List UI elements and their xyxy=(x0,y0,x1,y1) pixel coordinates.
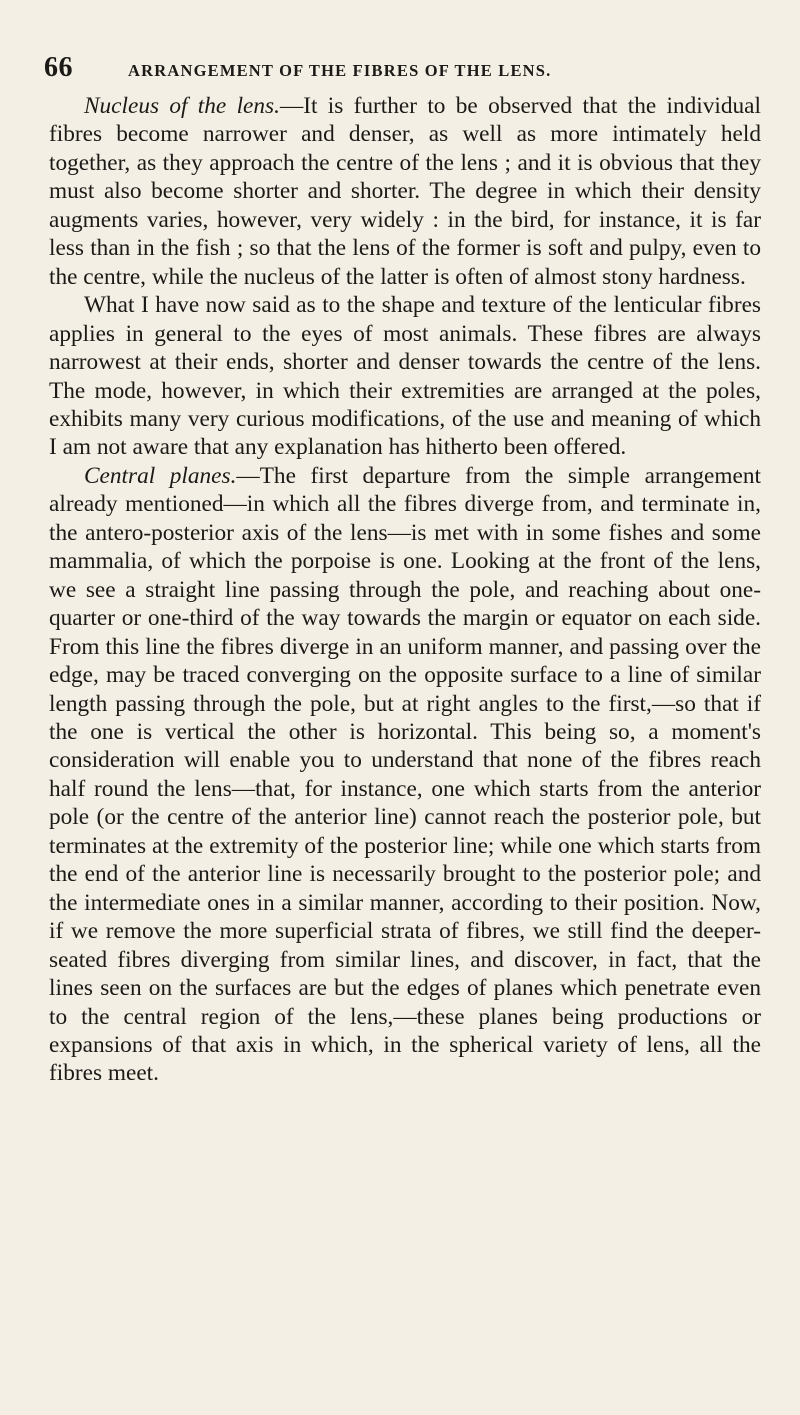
page-number: 66 xyxy=(44,52,73,83)
page-header xyxy=(44,52,756,88)
paragraph-text-lenticular-fibres: What I have now said as to the shape and texture of the lenticular fibres applies in general to the eyes of most animals. These fibres are always narrowest at their ends, shorter and denser towards the centre of the lens. The mode, however, in which their extremities are arranged at the poles, exhibits many very curious modifications, of the use and meaning of which I am not aware that any explanation has hitherto been offered. xyxy=(49,292,761,461)
body-text xyxy=(49,92,761,1088)
paragraph-nucleus xyxy=(49,92,761,291)
paragraph-lenticular-fibres xyxy=(49,291,761,462)
paragraph-central-planes xyxy=(49,462,761,1088)
running-head: ARRANGEMENT OF THE FIBRES OF THE LENS. xyxy=(128,61,552,80)
paragraph-lead-central-planes: Central planes. xyxy=(84,462,237,489)
paragraph-text-nucleus: —It is further to be observed that the individual fibres become narrower and denser, as well as more intimately held together, as they approach the centre of the lens ; and it is obvious that they must also become shorter and shorter. The degree in which their density augments varies, however, very widely : in the bird, for instance, it is far less than in the fish ; so that the lens of the former is soft and pulpy, even to the centre, while the nucleus of the latter is often of almost stony hardness. xyxy=(49,93,761,290)
paragraph-text-central-planes: —The first departure from the simple arrangement already mentioned—in which all the fibres diverge from, and terminate in, the antero-posterior axis of the lens—is met with in some fishes and some mammalia, of which the porpoise is one. Looking at the front of the lens, we see a straight line passing through the pole, and reaching about one-quarter or one-third of the way towards the margin or equator on each side. From this line the fibres diverge in an uniform manner, and passing over the edge, may be traced converging on the opposite surface to a line of similar length passing through the pole, but at right angles to the first,—so that if the one is vertical the other is horizontal. This being so, a moment's consideration will enable you to understand that none of the fibres reach half round the lens—that, for instance, one which starts from the anterior pole (or the centre of the anterior line) cannot reach the posterior pole, but terminates at the extremity of the posterior line; while one which starts from the end of the anterior line is necessarily brought to the posterior pole; and the intermediate ones in a similar manner, according to their position. Now, if we remove the more superficial strata of fibres, we still find the deeper-seated fibres diverging from similar lines, and discover, in fact, that the lines seen on the surfaces are but the edges of planes which penetrate even to the central region of the lens,—these planes being productions or expansions of that axis in which, in the spherical variety of lens, all the fibres meet. xyxy=(49,462,761,1087)
paragraph-lead-nucleus: Nucleus of the lens. xyxy=(84,93,280,119)
